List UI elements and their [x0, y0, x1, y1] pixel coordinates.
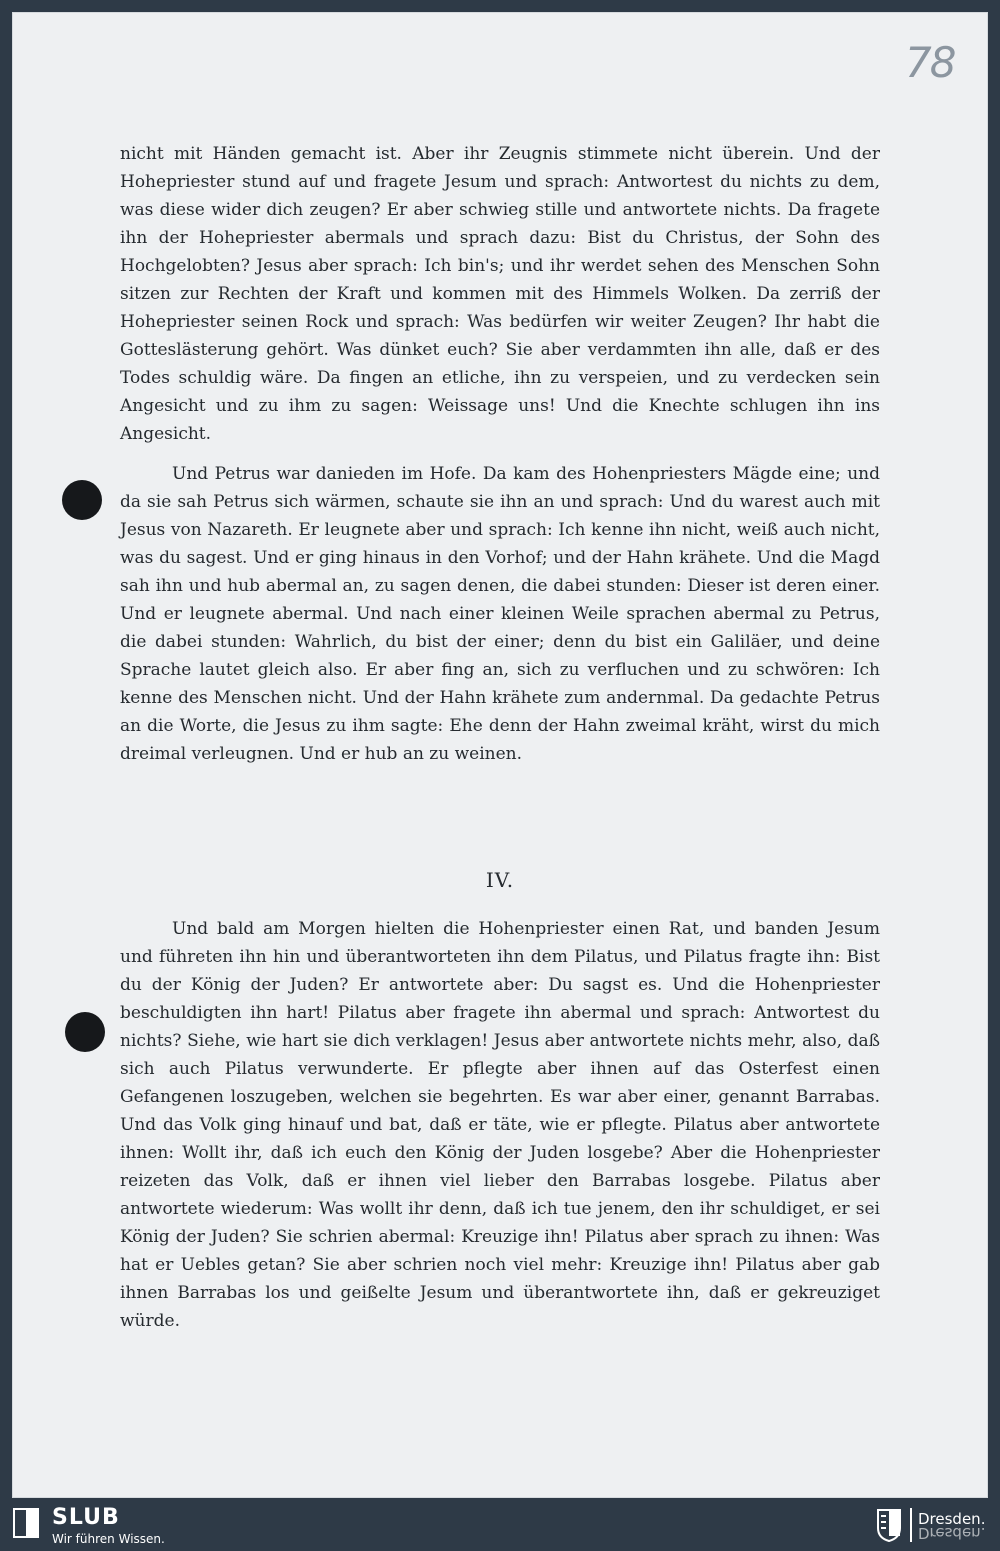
folio-number: 78 — [905, 38, 955, 87]
text-block-2 — [120, 915, 880, 1335]
text-block-1 — [120, 140, 880, 768]
slub-logo-icon — [12, 1507, 40, 1539]
dresden-crest-icon — [876, 1508, 902, 1542]
punch-hole-top — [62, 480, 102, 520]
paragraph: nicht mit Händen gemacht ist. Aber ihr Zeugnis stimmete nicht überein. Und der Hohepriester stund auf und fragete Jesum und sprach: Antwortest du nichts zu dem, was diese wider dich zeugen? Er aber schwieg stille und antwortete nichts. Da fragete ihn der Hohepriester abermals und sprach dazu: Bist du Christus, der Sohn des Hochgelobten? Jesus aber sprach: Ich bin's; und ihr werdet sehen des Menschen Sohn sitzen zur Rechten der Kraft und kommen mit des Himmels Wolken. Da zerriß der Hohepriester seinen Rock und sprach: Was bedürfen wir weiter Zeugen? Ihr habt die Gotteslästerung gehört. Was dünket euch? Sie aber verdammten ihn alle, daß er des Todes schuldig wäre. Da fingen an etliche, ihn zu verspeien, und zu verdecken sein Angesicht und zu ihm zu sagen: Weissage uns! Und die Knechte schlugen ihn ins Angesicht. — [120, 144, 880, 444]
footer-bar — [0, 1500, 1000, 1551]
slub-name[interactable]: SLUB — [52, 1505, 120, 1530]
slub-tagline: Wir führen Wissen. — [52, 1532, 165, 1546]
paragraph: Und bald am Morgen hielten die Hohenpriester einen Rat, und banden Jesum und führeten ihn hin und überantworteten ihn dem Pilatus, und Pilatus fragte ihn: Bist du der König der Juden? Er antwortete aber: Du sagst es. Und die Hohenpriester beschuldigten ihn hart! Pilatus aber fragete ihn abermal und sprach: Antwortest du nichts? Siehe, wie hart sie dich verklagen! Jesus aber antwortete nichts mehr, also, daß sich auch Pilatus verwunderte. Er pflegte aber ihnen auf das Osterfest einen Gefangenen loszugeben, welchen sie begehrten. Es war aber einer, genannt Barrabas. Und das Volk ging hinauf und bat, daß er täte, wie er pflegte. Pilatus aber antwortete ihnen: Wollt ihr, daß ich euch den König der Juden losgebe? Aber die Hohenpriester reizeten das Volk, daß er ihnen viel lieber den Barrabas losgebe. Pilatus aber antwortete wiederum: Was wollt ihr denn, daß ich tue jenem, den ihr schuldiget, er sei König der Juden? Sie schrien abermal: Kreuzige ihn! Pilatus aber sprach zu ihnen: Was hat er Uebles getan? Sie aber schrien noch viel mehr: Kreuzige ihn! Pilatus aber gab ihnen Barrabas los und geißelte Jesum und überantwortete ihn, daß er gekreuziget würde. — [120, 919, 880, 1331]
punch-hole-bottom — [65, 1012, 105, 1052]
section-heading: IV. — [485, 868, 515, 892]
dresden-name-reflection: Dresden. — [918, 1524, 986, 1542]
divider — [910, 1508, 912, 1542]
paragraph: Und Petrus war danieden im Hofe. Da kam des Hohenpriesters Mägde eine; und da sie sah Petrus sich wärmen, schaute sie ihn an und sprach: Und du warest auch mit Jesus von Nazareth. Er leugnete aber und sprach: Ich kenne ihn nicht, weiß auch nicht, was du sagest. Und er ging hinaus in den Vorhof; und der Hahn krähete. Und die Magd sah ihn und hub abermal an, zu sagen denen, die dabei stunden: Dieser ist deren einer. Und er leugnete abermal. Und nach einer kleinen Weile sprachen abermal zu Petrus, die dabei stunden: Wahrlich, du bist der einer; denn du bist ein Galiläer, und deine Sprache lautet gleich also. Er aber fing an, sich zu verfluchen und zu schwören: Ich kenne des Menschen nicht. Und der Hahn krähete zum andernmal. Da gedachte Petrus an die Worte, die Jesus zu ihm sagte: Ehe denn der Hahn zweimal kräht, wirst du mich dreimal verleugnen. Und er hub an zu weinen. — [120, 464, 880, 764]
dresden-name[interactable]: Dresden. — [918, 1510, 986, 1528]
